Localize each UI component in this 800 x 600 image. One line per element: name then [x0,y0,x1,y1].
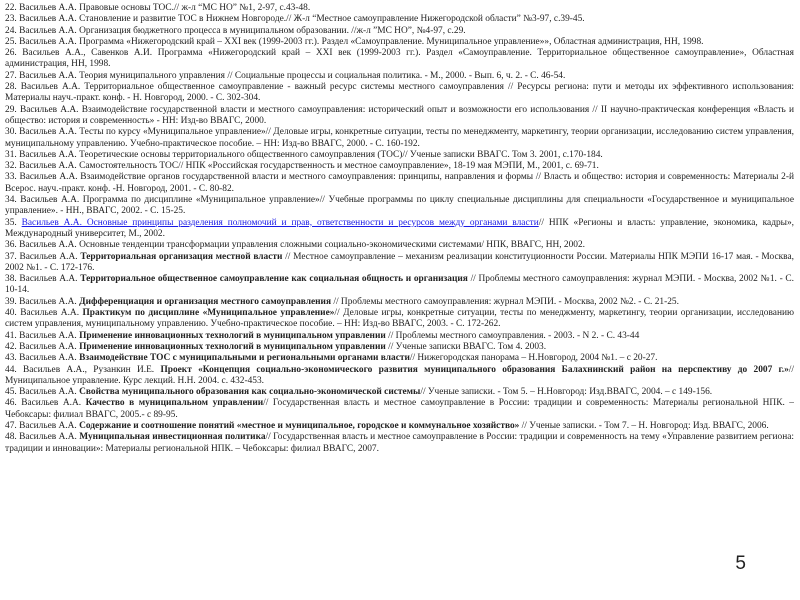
entry-title: Качество в муниципальном управлении [85,398,264,409]
bibliography-entry [5,342,794,353]
entry-text: 24. Васильев А.А. Организация бюджетного процесса в муниципальном образовании. //ж-л ”МС НО”, №4-97, с.29. [5,25,466,36]
bibliography-entry [5,14,794,25]
page-number: 5 [731,553,750,575]
bibliography-entry [5,127,794,150]
entry-text: // Ученые записки ВВАГС. Том 4. 2003. [385,341,547,352]
bibliography-entry [5,161,794,172]
entry-title: Применение инновационных технологий в муниципальном управлении [79,330,386,341]
bibliography-entry [5,3,794,14]
entry-text: 47. Васильев А.А. [5,420,80,431]
bibliography-entry [5,387,794,398]
bibliography-entry [5,432,794,455]
bibliography-entry [5,398,794,421]
bibliography-list [5,3,794,455]
entry-title: Практикум по дисциплине «Муниципальное управление» [82,308,335,319]
bibliography-entry [5,353,794,364]
entry-text: 22. Васильев А.А. Правовые основы ТОС.// ж-л “МС НО” №1, 2-97, с.43-48. [5,3,311,13]
entry-text: 43. Васильев А.А. [5,353,80,364]
entry-text: // Государственная власть и местное самоуправление в России: традиции и современность: Материалы региональной НПК. – Чебоксары: филиал ВВАГС, 2005.- с 89-95. [5,398,794,420]
bibliography-entry [5,297,794,308]
entry-text: 23. Васильев А.А. Становление и развитие ТОС в Нижнем Новгороде.// Ж-л “Местное самоуправление Нижегородской области” №3-97, с.39-45. [5,14,585,25]
bibliography-entry [5,150,794,161]
entry-title: Проект «Концепция социально-экономического развития муниципального образования Балахнинский район на перспективу до 2007 г.» [160,364,789,375]
bibliography-entry [5,82,794,105]
entry-link[interactable]: Васильев А.А. Основные принципы разделения полномочий и прав, ответственности и ресурсов между органами власти [21,217,539,228]
entry-text: 34. Васильев А.А. Программа по дисциплине «Муниципальное управление»// Учебные программы по циклу специальные дисциплины для специальности «Государственное и муниципальное управление». - НН., ВВАГС, 2002. - С. 15-25. [5,195,794,217]
bibliography-entry [5,71,794,82]
bibliography-entry [5,172,794,195]
entry-text: // Проблемы местного самоуправления: журнал МЭПИ. - Москва, 2002 №1. - С. 10-14. [5,274,794,296]
bibliography-entry [5,308,794,331]
entry-text: 32. Васильев А.А. Самостоятельность ТОС// НПК «Российская государственность и местное самоуправление», 18-19 мая МЭПИ, М., 2001, с. 69-71. [5,161,599,172]
entry-text: // Нижегородская панорама – Н.Новгород, 2004 №1. – с 20-27. [409,353,658,364]
entry-text: // НПК «Регионы и власть: управление, экономика, кадры», Международный университет, М., 2002. [5,217,795,239]
bibliography-entry [5,37,794,48]
entry-text: 35. [5,217,22,228]
entry-text: 44. Васильев А.А., Рузанкин И.Е. [5,364,161,375]
entry-text: 33. Васильев А.А. Взаимодействие органов государственной власти и местного самоуправления: принципы, направления и формы // Власть и общество: история и современность: Материалы 2-й Всерос. науч.-практ. конф. -Н. Новгород, 2001. - С. 80-82. [5,172,794,194]
entry-text: // Местное самоуправление – механизм реализации конституционности России. Материалы НПК МЭПИ 16-17 мая. - Москва, 2002 №1. - С. 172-176. [5,251,794,273]
entry-title: Дифференциация и организация местного самоуправления [79,296,332,307]
entry-text: // Государственная власть и местное самоуправление в России: традиции и современность на тему «Управление развитием региона: традиции и инновации»: Материалы региональной НПК. – Чебоксары: филиал ВВАГС, 2007. [5,432,795,454]
entry-text: 38. Васильев А.А. [5,274,81,285]
entry-text: 45. Васильев А.А. [5,387,80,398]
bibliography-entry [5,252,794,275]
bibliography-entry [5,365,794,388]
bibliography-entry [5,195,794,218]
entry-text: 28. Васильев А.А. Территориальное общественное самоуправление - важный ресурс системы местного самоуправления // Ресурсы региона: пути и методы их эффективного использования: Материалы науч.-практ. конф. - Н. Новгород, 2000. - С. 302-304. [5,82,794,104]
bibliography-entry [5,240,794,251]
bibliography-entry [5,48,794,71]
entry-text: 30. Васильев А.А. Тесты по курсу «Муниципальное управление»// Деловые игры, конкретные ситуации, тесты по менеджменту, маркетингу, теории организации, исследованию систем управления, муниципальному управлению. Учебно-практическое пособие. – НН: Изд-во ВВАГС, 2000. - С. 160-192. [5,127,794,149]
entry-text: 31. Васильев А.А. Теоретические основы территориального общественного самоуправления (ТОС)// Ученые записки ВВАГС. Том 3. 2001, с.170-184. [5,149,603,160]
entry-text: // Ученые записки. - Том 7. – Н. Новгород: Изд. ВВАГС, 2006. [519,420,769,431]
entry-text: // Проблемы местного самоуправления. - 2003. - N 2. - С. 43-44 [385,330,640,341]
entry-text: 26. Васильев А.А., Савенков А.И. Программа «Нижегородский край – XXI век (1999-2003 гг.). Раздел «Самоуправление. Территориальное общественное самоуправление», Областная администрация, НН, 1998. [5,48,794,70]
entry-text: // Проблемы местного самоуправления: журнал МЭПИ. - Москва, 2002 №2. - С. 21-25. [331,296,679,307]
entry-text: 37. Васильев А.А. [5,251,81,262]
entry-title: Территориальное общественное самоуправление как социальная общность и организация [80,274,468,285]
entry-title: Взаимодействие ТОС с муниципальными и региональными органами власти [79,353,410,364]
entry-text: 39. Васильев А.А. [5,296,80,307]
entry-text: 27. Васильев А.А. Теория муниципального управления // Социальные процессы и социальная политика. - М., 2000. - Вып. 6, ч. 2. - С. 46-54. [5,70,566,81]
entry-title: Содержание и соотношение понятий «местное и муниципальное, городское и коммунальное хозяйство» [79,420,520,431]
bibliography-entry [5,331,794,342]
entry-text: 29. Васильев А.А. Взаимодействие государственной власти и местного самоуправления: исторический опыт и возможности его использования // II научно-практическая конференция «Власть и общество: история и современность» - НН: Изд-во ВВАГС, 2000. [5,104,794,126]
entry-text: 42. Васильев А.А. [5,341,80,352]
entry-title: Территориальная организация местной власти [80,251,283,262]
entry-title: Применение инновационных технологий в муниципальном управлении [79,341,386,352]
bibliography-entry[interactable] [5,218,794,241]
bibliography-entry [5,26,794,37]
entry-text: 48. Васильев А.А. [5,432,80,443]
entry-text: 40. Васильев А.А. [5,308,83,319]
entry-text: 25. Васильев А.А. Программа «Нижегородский край – XXI век (1999-2003 гг.). Раздел «Самоуправление. Муниципальное управление»», Областная администрация, НН, 1998. [5,36,704,47]
entry-title: Свойства муниципального образования как социально-экономической системы [79,387,421,398]
entry-text: // Муниципальное управление. Курс лекций. Н.Н. 2004. с. 432-453. [5,364,795,386]
bibliography-entry [5,105,794,128]
entry-text: // Ученые записки. - Том 5. – Н.Новгород: Изд.ВВАГС, 2004. – с 149-156. [420,387,713,398]
bibliography-entry [5,274,794,297]
entry-text: 36. Васильев А.А. Основные тенденции трансформации управления сложными социально-экономическими системами/ НПК, ВВАГС, НН, 2002. [5,240,586,251]
entry-text: // Деловые игры, конкретные ситуации, тесты по менеджменту, маркетингу, теории организации, исследованию систем управления, муниципальному управлению. Учебно-практическое пособие. – НН: Изд-во ВВАГС, 2003. - С. 172-262. [5,308,794,330]
bibliography-entry [5,421,794,432]
entry-title: Муниципальная инвестиционная политика [79,432,266,443]
entry-text: 46. Васильев А.А. [5,398,86,409]
entry-text: 41. Васильев А.А. [5,330,80,341]
